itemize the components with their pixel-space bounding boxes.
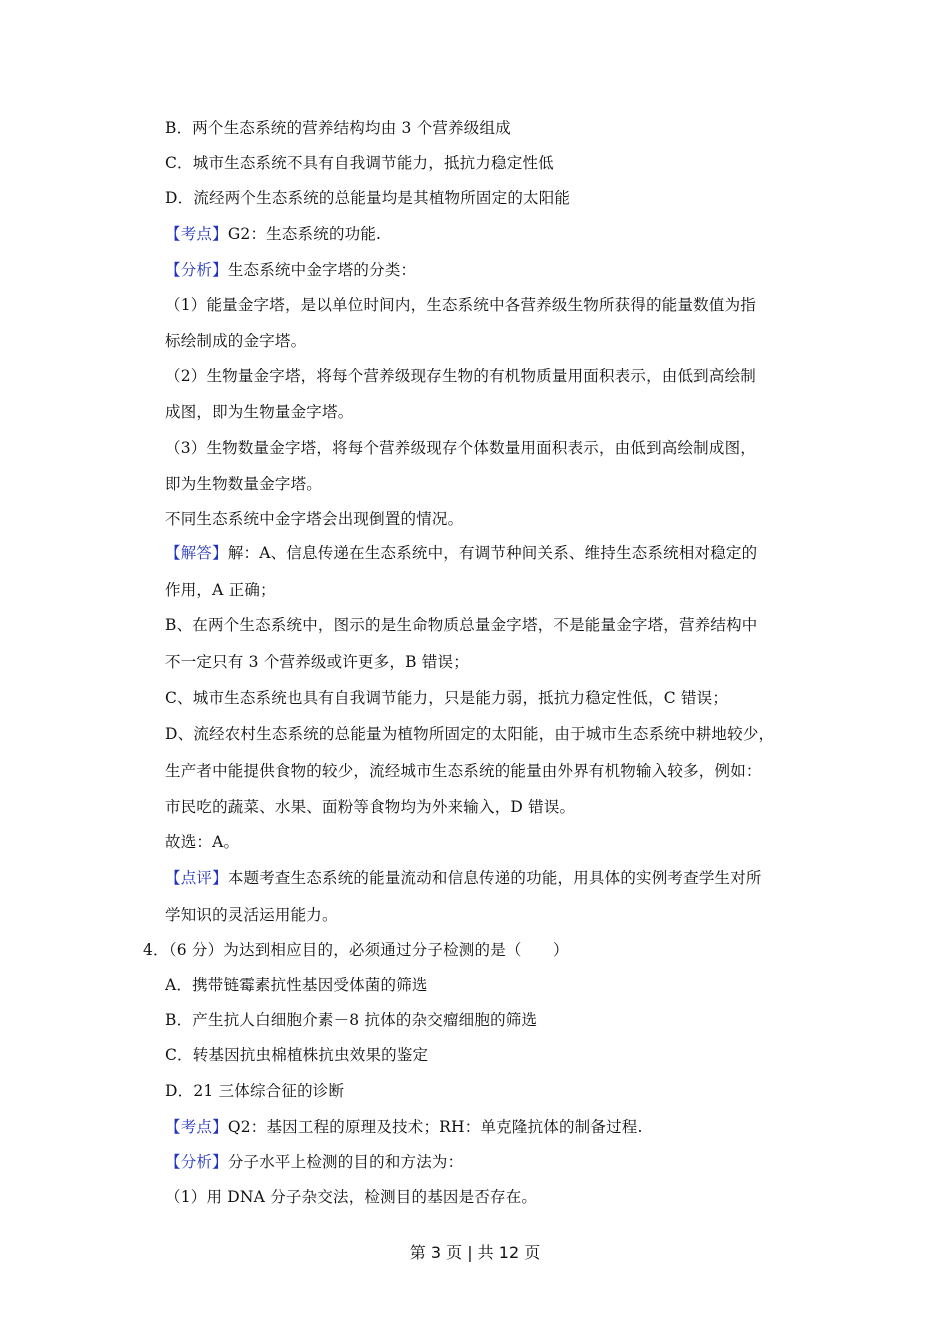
line-text: 标绘制成的金字塔。 — [165, 332, 307, 350]
section-tag: 【考点】 — [165, 1118, 228, 1136]
line-text: 生产者中能提供食物的较少，流经城市生态系统的能量由外界有机物输入较多，例如： — [165, 762, 762, 780]
line-text: （3）生物数量金字塔，将每个营养级现存个体数量用面积表示，由低到高绘制成图， — [165, 439, 756, 457]
line-text: G2：生态系统的功能. — [227, 225, 382, 243]
section-line — [165, 1152, 463, 1172]
line-text: （1）用 DNA 分子杂交法，检测目的基因是否存在。 — [165, 1188, 538, 1206]
line-text: Q2：基因工程的原理及技术；RH：单克隆抗体的制备过程. — [227, 1118, 643, 1136]
section-line — [165, 868, 762, 888]
line-text: D．流经两个生态系统的总能量均是其植物所固定的太阳能 — [165, 189, 571, 207]
text-line — [165, 1081, 344, 1101]
line-text: 即为生物数量金字塔。 — [165, 475, 323, 493]
line-text: （1）能量金字塔，是以单位时间内，生态系统中各营养级生物所获得的能量数值为指 — [165, 296, 756, 314]
section-tag: 【解答】 — [165, 544, 228, 562]
section-tag: 【分析】 — [165, 1153, 228, 1171]
section-line — [165, 1117, 643, 1137]
text-line — [165, 188, 570, 208]
text-line — [165, 832, 239, 852]
line-text: 不一定只有 3 个营养级或许更多，B 错误； — [165, 653, 469, 671]
text-line — [165, 797, 575, 817]
line-text: 不同生态系统中金字塔会出现倒置的情况。 — [165, 510, 464, 528]
text-line — [165, 1045, 428, 1065]
line-text: D．21 三体综合征的诊断 — [165, 1082, 345, 1100]
text-line — [165, 652, 469, 672]
text-line — [165, 688, 728, 708]
line-text: 4．（6 分）为达到相应目的，必须通过分子检测的是（ ） — [143, 941, 569, 959]
text-line — [165, 438, 756, 458]
text-line — [165, 474, 322, 494]
line-text: 分子水平上检测的目的和方法为： — [227, 1153, 464, 1171]
text-line — [165, 331, 306, 351]
text-line — [165, 580, 276, 600]
line-text: 生态系统中金字塔的分类： — [227, 261, 417, 279]
text-line — [165, 905, 338, 925]
line-text: 市民吃的蔬菜、水果、面粉等食物均为外来输入，D 错误。 — [165, 798, 576, 816]
text-line — [165, 402, 353, 422]
line-text: D、流经农村生态系统的总能量为植物所固定的太阳能，由于城市生态系统中耕地较少， — [165, 725, 775, 743]
text-line — [143, 940, 569, 960]
section-tag: 【点评】 — [165, 869, 228, 887]
text-line — [165, 509, 463, 529]
text-line — [165, 1187, 537, 1207]
line-text: 故选：A。 — [165, 833, 240, 851]
text-line — [165, 295, 756, 315]
section-line — [165, 224, 381, 244]
section-tag: 【考点】 — [165, 225, 228, 243]
line-text: B．两个生态系统的营养结构均由 3 个营养级组成 — [165, 119, 511, 137]
text-line — [165, 761, 762, 781]
line-text: 成图，即为生物量金字塔。 — [165, 403, 354, 421]
section-line — [165, 543, 757, 563]
line-text: 本题考查生态系统的能量流动和信息传递的功能，用具体的实例考查学生对所 — [227, 869, 762, 887]
section-line — [165, 260, 416, 280]
line-text: A．携带链霉素抗性基因受体菌的筛选 — [165, 976, 428, 994]
text-line — [165, 153, 554, 173]
line-text: 作用，A 正确； — [165, 581, 276, 599]
text-line — [165, 118, 511, 138]
line-text: B．产生抗人白细胞介素－8 抗体的杂交瘤细胞的筛选 — [165, 1011, 538, 1029]
section-tag: 【分析】 — [165, 261, 228, 279]
page-footer — [0, 1240, 950, 1263]
page-indicator: 第 3 页 | 共 12 页 — [409, 1243, 541, 1262]
line-text: C．城市生态系统不具有自我调节能力，抵抗力稳定性低 — [165, 154, 554, 172]
text-line — [165, 1010, 537, 1030]
text-line — [165, 724, 774, 744]
line-text: 学知识的灵活运用能力。 — [165, 906, 338, 924]
line-text: C．转基因抗虫棉植株抗虫效果的鉴定 — [165, 1046, 429, 1064]
line-text: （2）生物量金字塔，将每个营养级现存生物的有机物质量用面积表示，由低到高绘制 — [165, 367, 756, 385]
text-line — [165, 975, 428, 995]
line-text: 解：A、信息传递在生态系统中，有调节种间关系、维持生态系统相对稳定的 — [227, 544, 758, 562]
text-line — [165, 366, 756, 386]
line-text: B、在两个生态系统中，图示的是生命物质总量金字塔，不是能量金字塔，营养结构中 — [165, 616, 758, 634]
line-text: C、城市生态系统也具有自我调节能力，只是能力弱，抵抗力稳定性低，C 错误； — [165, 689, 729, 707]
text-line — [165, 615, 758, 635]
